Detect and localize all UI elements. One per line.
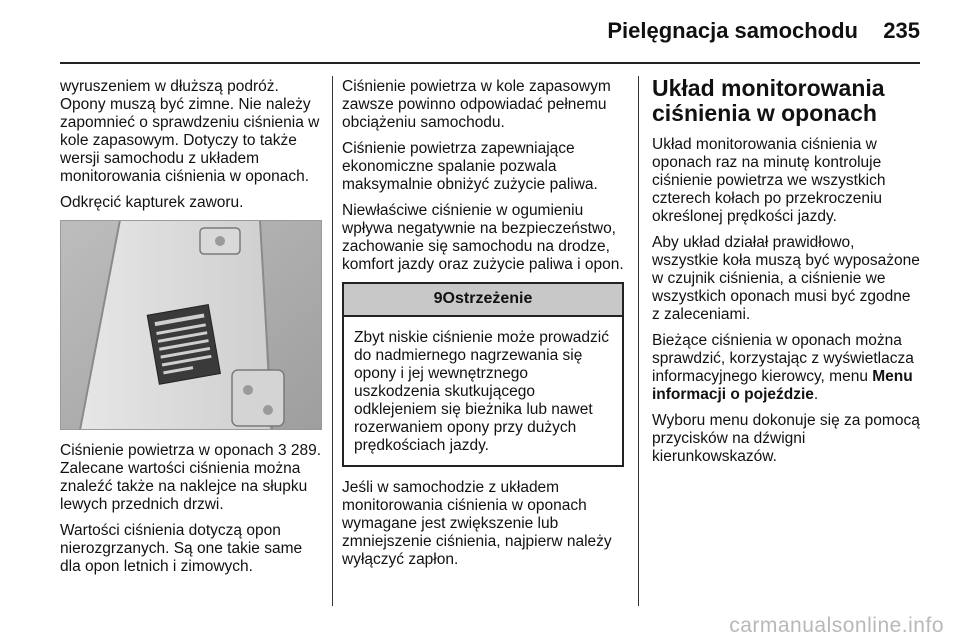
paragraph: Układ monitorowania ciśnienia w oponach raz na minutę kontroluje ciśnienie powietrza we wszystkich czterech kołach po przekroczeniu określonej prędkości jazdy.: [652, 136, 886, 225]
paragraph: Wyboru menu dokonuje się za pomocą przycisków na dźwigni kierunkowskazów.: [652, 412, 920, 465]
paragraph: [652, 332, 922, 404]
paragraph: Niewłaściwe ciśnienie w ogumieniu wpływa negatywnie na bezpieczeństwo, zachowanie się samochodu na drodze, komfort jazdy oraz zużycie paliwa i opon.: [342, 202, 624, 273]
paragraph: wyruszeniem w dłuższą podróż. Opony muszą być zimne. Nie należy zapomnieć o sprawdzeniu ciśnienia w kole zapasowym. Dotyczy to także wersji samochodu z układem monitorowania ciśnienia w oponach.: [60, 78, 320, 185]
paragraph: Aby układ działał prawidłowo, wszystkie koła muszą być wyposażone w czujnik ciśnienia, a ciśnienie we wszystkich oponach musi być zgodne z zaleceniami.: [652, 234, 920, 323]
paragraph: Ciśnienie powietrza zapewniające ekonomiczne spalanie pozwala maksymalnie obniżyć zużycie paliwa.: [342, 140, 598, 193]
paragraph: Jeśli w samochodzie z układem monitorowania ciśnienia w oponach wymagane jest zwiększenie lub zmniejszenie ciśnienia, najpierw należy wyłączyć zapłon.: [342, 479, 612, 568]
paragraph: Ciśnienie powietrza w oponach 3 289. Zalecane wartości ciśnienia można znaleźć także na naklejce na słupku lewych przednich drzwi.: [60, 442, 322, 513]
door-pillar-sticker-illustration: [60, 220, 322, 430]
menu-name: Menu informacji o pojeździe: [652, 368, 913, 403]
paragraph: Odkręcić kapturek zaworu.: [60, 194, 244, 211]
paragraph-text: .: [813, 386, 819, 403]
warning-title: 9Ostrzeżenie: [344, 284, 622, 317]
column-3: [652, 76, 922, 474]
warning-box: [342, 282, 624, 467]
section-heading: Układ monitorowania ciśnienia w oponach: [652, 75, 885, 126]
column-2: [342, 78, 624, 577]
column-divider: [332, 76, 333, 606]
column-divider: [638, 76, 639, 606]
header-rule: [60, 62, 920, 64]
paragraph: Ciśnienie powietrza w kole zapasowym zawsze powinno odpowiadać pełnemu obciążeniu samochodu.: [342, 78, 611, 131]
column-1: [60, 78, 322, 584]
warning-text: Zbyt niskie ciśnienie może prowadzić do nadmiernego nagrzewania się opony i jej wewnętrznego uszkodzenia skutkującego odklejeniem się bieżnika lub nawet rozerwaniem opony przy dużych prędkościach jazdy.: [354, 329, 609, 454]
page-header-title: Pielęgnacja samochodu: [607, 18, 858, 43]
page-number: 235: [883, 18, 920, 43]
watermark: carmanualsonline.info: [729, 614, 944, 637]
paragraph-text: Bieżące ciśnienia w oponach można sprawdzić, korzystając z wyświetlacza informacyjnego kierowcy, menu: [652, 332, 914, 385]
paragraph: Wartości ciśnienia dotyczą opon nierozgrzanych. Są one takie same dla opon letnich i zimowych.: [60, 522, 303, 575]
